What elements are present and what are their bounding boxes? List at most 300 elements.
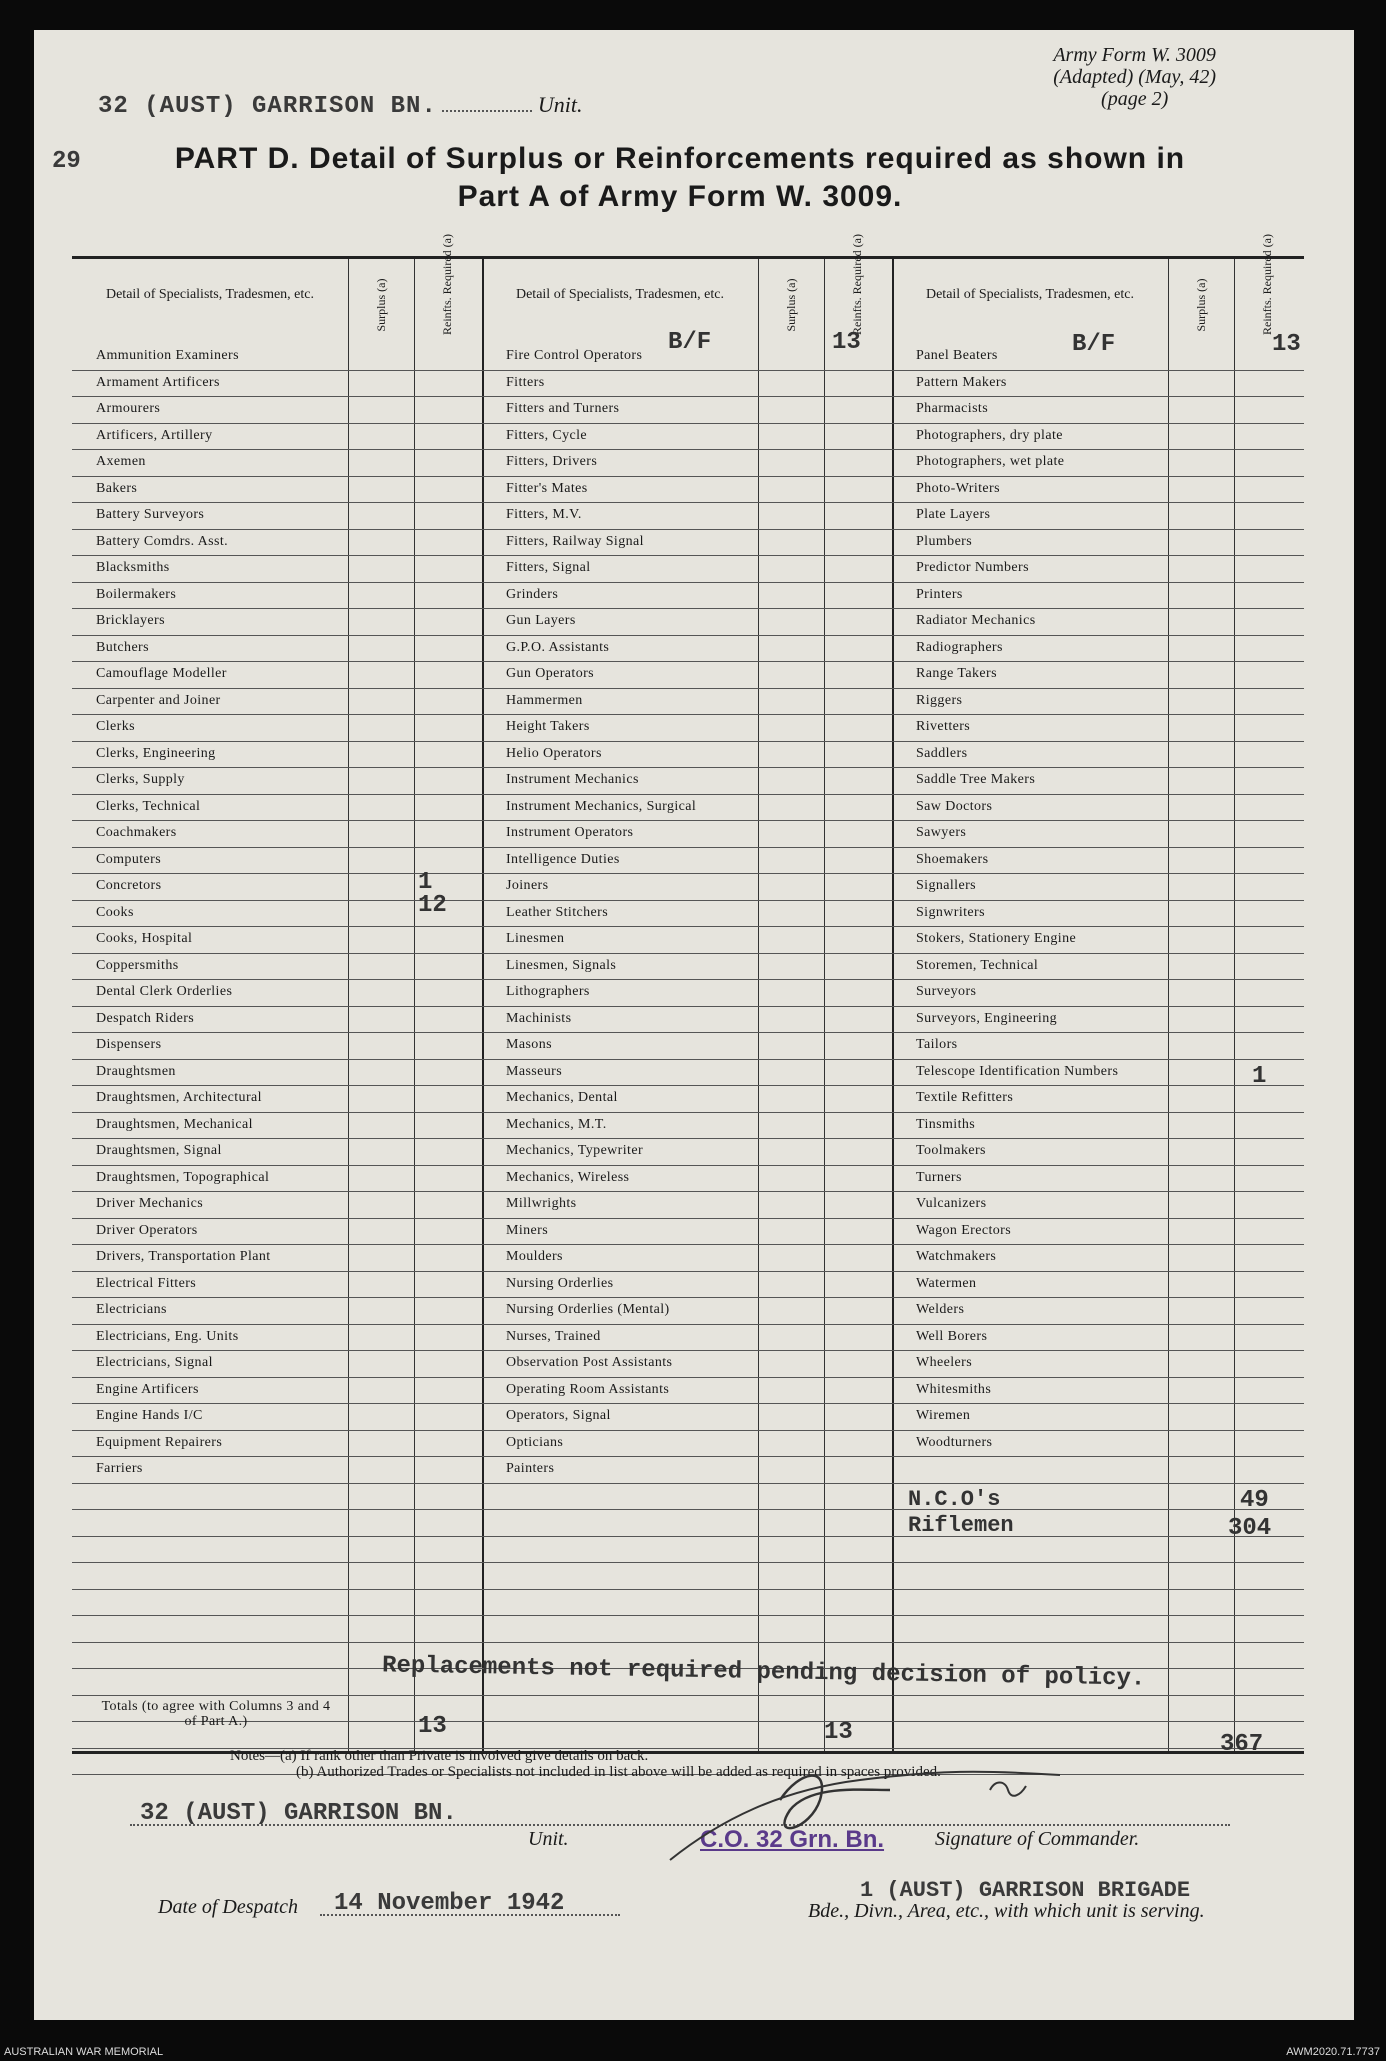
trade-label: Watermen xyxy=(916,1275,977,1291)
row-rule xyxy=(72,767,482,768)
total-value: 13 xyxy=(418,1713,447,1740)
row-rule xyxy=(72,1350,482,1351)
row-rule xyxy=(482,1350,892,1351)
reinforcements-header: Reinfts. Required (a) xyxy=(1260,234,1274,335)
trade-label: Draughtsmen, Signal xyxy=(96,1143,222,1158)
trade-label: Textile Refitters xyxy=(916,1090,1014,1105)
row-rule xyxy=(72,449,482,450)
trade-label: Whitesmiths xyxy=(916,1381,992,1397)
row-rule xyxy=(72,661,482,662)
trade-label: Nursing Orderlies xyxy=(506,1275,614,1291)
row-rule xyxy=(72,529,482,530)
trade-label: Operating Room Assistants xyxy=(506,1381,670,1397)
unit-field-top xyxy=(98,92,582,120)
row-rule xyxy=(892,529,1304,530)
row-rule xyxy=(892,688,1304,689)
archive-id: AWM2020.71.7737 xyxy=(1286,2046,1380,2058)
row-rule xyxy=(482,1165,892,1166)
trade-label: Cooks xyxy=(96,904,134,920)
trade-label: Moulders xyxy=(506,1249,563,1264)
row-rule xyxy=(892,1456,1304,1457)
row-rule xyxy=(482,847,892,848)
row-rule xyxy=(482,1006,892,1007)
row-rule xyxy=(892,608,1304,609)
row-rule xyxy=(72,396,482,397)
row-rule xyxy=(72,1165,482,1166)
row-rule xyxy=(72,1112,482,1113)
row-rule xyxy=(72,926,482,927)
bf-value: 13 xyxy=(832,329,861,356)
surplus-header: Surplus (a) xyxy=(1194,278,1208,332)
row-rule xyxy=(892,423,1304,424)
row-rule xyxy=(482,449,892,450)
row-rule xyxy=(72,582,482,583)
row-rule xyxy=(482,1244,892,1245)
row-rule xyxy=(482,714,892,715)
trade-label: Butchers xyxy=(96,639,149,655)
trade-label: Intelligence Duties xyxy=(506,851,620,867)
trade-label: Bakers xyxy=(96,480,138,496)
row-rule xyxy=(892,1218,1304,1219)
trade-label: Draughtsmen, Architectural xyxy=(96,1090,262,1105)
trade-label: Masons xyxy=(506,1037,552,1052)
trade-label: Clerks, Supply xyxy=(96,772,185,787)
trade-label: Opticians xyxy=(506,1434,564,1450)
part-number: 29 xyxy=(52,148,81,175)
cooks-value: 12 xyxy=(418,891,447,919)
trade-label: Predictor Numbers xyxy=(916,560,1029,575)
column-header: Detail of Specialists, Tradesmen, etc. xyxy=(925,287,1135,302)
row-rule xyxy=(482,582,892,583)
row-rule xyxy=(72,1377,482,1378)
row-rule xyxy=(892,555,1304,556)
trade-label: Photo-Writers xyxy=(916,480,1000,496)
nco-label: N.C.O's xyxy=(908,1486,1001,1512)
trade-label: Artificers, Artillery xyxy=(96,427,213,443)
row-rule xyxy=(72,1562,482,1563)
trade-label: Linesmen xyxy=(506,931,565,946)
trade-label: Sawyers xyxy=(916,825,967,840)
row-rule xyxy=(482,1085,892,1086)
trade-label: Telescope Identification Numbers xyxy=(916,1063,1119,1079)
form-ref-line: Army Form W. 3009 xyxy=(1053,44,1216,66)
row-rule xyxy=(482,1138,892,1139)
row-rule xyxy=(892,1695,1304,1696)
trade-label: Plumbers xyxy=(916,533,973,549)
trade-label: Joiners xyxy=(506,878,549,893)
trade-label: Rivetters xyxy=(916,719,971,734)
row-rule xyxy=(892,1483,1304,1484)
column-header: Detail of Specialists, Tradesmen, etc. xyxy=(105,287,315,302)
row-rule xyxy=(482,1377,892,1378)
unit-value-bottom: 32 (AUST) GARRISON BN. xyxy=(140,1800,457,1827)
trade-label: Gun Operators xyxy=(506,666,595,681)
row-rule xyxy=(482,979,892,980)
trade-label: Miners xyxy=(506,1222,549,1238)
row-rule xyxy=(482,1536,892,1537)
trade-label: Cooks, Hospital xyxy=(96,931,193,946)
row-rule xyxy=(72,608,482,609)
trade-label: Armament Artificers xyxy=(96,374,220,390)
row-rule xyxy=(892,1165,1304,1166)
row-rule xyxy=(72,953,482,954)
trade-label: Clerks, Engineering xyxy=(96,745,216,761)
trade-label: Wagon Erectors xyxy=(916,1222,1012,1238)
row-rule xyxy=(482,1403,892,1404)
row-rule xyxy=(892,449,1304,450)
row-rule xyxy=(72,1324,482,1325)
row-rule xyxy=(72,1695,482,1696)
trade-label: Millwrights xyxy=(506,1196,577,1211)
trade-label: Printers xyxy=(916,586,963,602)
trade-label: Toolmakers xyxy=(916,1143,986,1158)
bf-label: B/F xyxy=(1072,331,1116,358)
row-rule xyxy=(72,794,482,795)
trade-label: Operators, Signal xyxy=(506,1408,611,1423)
row-rule xyxy=(892,1112,1304,1113)
trade-label: Saddlers xyxy=(916,745,968,761)
row-rule xyxy=(482,423,892,424)
trade-label: Equipment Repairers xyxy=(96,1434,223,1450)
trade-label: Electricians, Eng. Units xyxy=(96,1328,239,1344)
row-rule xyxy=(72,1615,482,1616)
row-rule xyxy=(72,714,482,715)
row-rule xyxy=(482,767,892,768)
row-rule xyxy=(72,688,482,689)
row-rule xyxy=(72,1218,482,1219)
trade-label: Gun Layers xyxy=(506,613,576,628)
row-rule xyxy=(892,1006,1304,1007)
note-b: (b) Authorized Trades or Specialists not included in list above will be added as required in spaces provided. xyxy=(296,1764,941,1780)
trade-label: Turners xyxy=(916,1169,962,1185)
trade-label: Electricians xyxy=(96,1302,167,1317)
row-rule xyxy=(892,794,1304,795)
row-rule xyxy=(892,741,1304,742)
trade-label: Draughtsmen, Mechanical xyxy=(96,1116,253,1132)
trade-label: Driver Mechanics xyxy=(96,1196,204,1211)
trade-label: Nurses, Trained xyxy=(506,1328,601,1344)
surplus-header: Surplus (a) xyxy=(374,278,388,332)
row-rule xyxy=(892,900,1304,901)
form-reference xyxy=(1053,44,1216,110)
trade-label: Fitters, M.V. xyxy=(506,507,582,522)
row-rule xyxy=(892,1297,1304,1298)
trade-label: Masseurs xyxy=(506,1063,563,1079)
page-title xyxy=(70,140,1290,216)
trade-label: Surveyors, Engineering xyxy=(916,1010,1057,1026)
row-rule xyxy=(482,688,892,689)
trade-label: Clerks xyxy=(96,719,135,734)
trade-label: Signwriters xyxy=(916,904,985,920)
row-rule xyxy=(482,1695,892,1696)
row-rule xyxy=(482,608,892,609)
trade-label: Draughtsmen, Topographical xyxy=(96,1169,270,1185)
row-rule xyxy=(482,926,892,927)
row-rule xyxy=(892,1271,1304,1272)
row-rule xyxy=(72,476,482,477)
row-rule xyxy=(892,1032,1304,1033)
row-rule xyxy=(892,926,1304,927)
row-rule xyxy=(72,1456,482,1457)
trade-label: Tinsmiths xyxy=(916,1116,976,1132)
row-rule xyxy=(892,1350,1304,1351)
trade-label: Leather Stitchers xyxy=(506,904,609,920)
row-rule xyxy=(482,370,892,371)
row-rule xyxy=(482,1642,892,1643)
archive-credit: AUSTRALIAN WAR MEMORIAL xyxy=(4,2046,164,2058)
row-rule xyxy=(72,1430,482,1431)
trade-label: Vulcanizers xyxy=(916,1196,987,1211)
trade-label: Draughtsmen xyxy=(96,1063,176,1079)
row-rule xyxy=(72,635,482,636)
brigade-value: 1 (AUST) GARRISON BRIGADE xyxy=(860,1878,1191,1903)
row-rule xyxy=(72,1403,482,1404)
trade-label: Woodturners xyxy=(916,1434,993,1450)
trade-label: Watchmakers xyxy=(916,1249,997,1264)
trade-label: Farriers xyxy=(96,1461,143,1476)
trade-label: Riggers xyxy=(916,692,963,708)
row-rule xyxy=(482,1032,892,1033)
totals-label: Totals (to agree with Columns 3 and 4 of Part A.) xyxy=(101,1699,331,1729)
row-rule xyxy=(482,900,892,901)
row-rule xyxy=(892,370,1304,371)
row-rule xyxy=(72,1271,482,1272)
trade-label: Fire Control Operators xyxy=(506,348,643,363)
trade-label: Radiographers xyxy=(916,639,1003,655)
row-rule xyxy=(72,1509,482,1510)
brigade-label: Bde., Divn., Area, etc., with which unit is serving. xyxy=(808,1900,1205,1922)
row-rule xyxy=(892,476,1304,477)
trade-label: Battery Comdrs. Asst. xyxy=(96,533,229,549)
row-rule xyxy=(482,1112,892,1113)
trade-label: Tailors xyxy=(916,1037,958,1052)
row-rule xyxy=(482,1297,892,1298)
row-rule xyxy=(892,1377,1304,1378)
total-value: 367 xyxy=(1220,1731,1264,1758)
trade-label: Mechanics, Dental xyxy=(506,1090,618,1105)
row-rule xyxy=(892,582,1304,583)
row-rule xyxy=(72,1483,482,1484)
trade-label: Fitters, Drivers xyxy=(506,454,598,469)
trade-label: Shoemakers xyxy=(916,851,989,867)
row-rule xyxy=(482,1589,892,1590)
row-rule xyxy=(72,847,482,848)
trade-label: Hammermen xyxy=(506,692,583,708)
trade-label: Panel Beaters xyxy=(916,348,998,363)
bf-label: B/F xyxy=(668,329,712,356)
row-rule xyxy=(482,741,892,742)
trade-label: Fitters, Signal xyxy=(506,560,591,575)
row-rule xyxy=(482,953,892,954)
surplus-header: Surplus (a) xyxy=(784,278,798,332)
row-rule xyxy=(72,1244,482,1245)
row-rule xyxy=(482,661,892,662)
trade-label: Coppersmiths xyxy=(96,957,179,973)
trade-label: Camouflage Modeller xyxy=(96,666,227,681)
form-ref-line: (page 2) xyxy=(1101,88,1169,110)
trade-label: Range Takers xyxy=(916,666,997,681)
trade-label: Blacksmiths xyxy=(96,560,170,575)
row-rule xyxy=(892,820,1304,821)
row-rule xyxy=(72,1536,482,1537)
unit-value: 32 (AUST) GARRISON BN. xyxy=(98,93,437,120)
row-rule xyxy=(892,1430,1304,1431)
row-rule xyxy=(892,635,1304,636)
row-rule xyxy=(892,1324,1304,1325)
trade-label: Instrument Operators xyxy=(506,825,634,840)
row-rule xyxy=(72,1032,482,1033)
row-rule xyxy=(892,1642,1304,1643)
trade-label: Photographers, wet plate xyxy=(916,454,1065,469)
trade-label: Axemen xyxy=(96,454,146,469)
trade-label: Instrument Mechanics xyxy=(506,772,639,787)
trade-label: Instrument Mechanics, Surgical xyxy=(506,798,697,814)
title-line: PART D. Detail of Surplus or Reinforcements required as shown in xyxy=(174,142,1186,175)
trade-label: Fitters xyxy=(506,374,545,390)
trade-label: Dispensers xyxy=(96,1037,162,1052)
row-rule xyxy=(482,873,892,874)
row-rule xyxy=(892,1191,1304,1192)
trade-label: Drivers, Transportation Plant xyxy=(96,1249,271,1264)
row-rule xyxy=(72,1059,482,1060)
row-rule xyxy=(72,370,482,371)
row-rule xyxy=(72,1642,482,1643)
trade-label: Surveyors xyxy=(916,984,977,999)
trade-label: Observation Post Assistants xyxy=(506,1355,673,1370)
form-ref-line: (Adapted) (May, 42) xyxy=(1053,66,1216,88)
unit-label-bottom: Unit. xyxy=(528,1828,569,1850)
row-rule xyxy=(892,502,1304,503)
row-rule xyxy=(892,396,1304,397)
signature-scribble xyxy=(660,1760,1080,1870)
trade-label: Height Takers xyxy=(506,719,590,734)
row-rule xyxy=(482,1430,892,1431)
trade-label: Signallers xyxy=(916,878,976,893)
row-rule xyxy=(482,1509,892,1510)
trade-label: G.P.O. Assistants xyxy=(506,639,610,655)
row-rule xyxy=(482,794,892,795)
trade-label: Grinders xyxy=(506,586,559,602)
row-rule xyxy=(482,502,892,503)
row-rule xyxy=(482,1271,892,1272)
trade-label: Painters xyxy=(506,1461,555,1476)
unit-label: Unit. xyxy=(537,92,583,117)
trade-label: Computers xyxy=(96,851,162,867)
row-rule xyxy=(72,555,482,556)
row-rule xyxy=(482,1483,892,1484)
trade-label: Wheelers xyxy=(916,1355,973,1370)
trade-label: Fitters, Cycle xyxy=(506,427,588,443)
trade-label: Fitters, Railway Signal xyxy=(506,533,644,549)
trade-label: Machinists xyxy=(506,1010,572,1026)
row-rule xyxy=(892,767,1304,768)
row-rule xyxy=(482,396,892,397)
row-rule xyxy=(72,1006,482,1007)
trade-label: Lithographers xyxy=(506,984,590,999)
trade-label: Carpenter and Joiner xyxy=(96,692,221,708)
trade-label: Electrical Fitters xyxy=(96,1275,197,1291)
trade-label: Fitters and Turners xyxy=(506,401,620,416)
row-rule xyxy=(892,847,1304,848)
trade-label: Dental Clerk Orderlies xyxy=(96,984,233,999)
note-a: Notes—(a) If rank other than Private is involved give details on back. xyxy=(230,1748,649,1764)
trade-label: Radiator Mechanics xyxy=(916,613,1036,628)
row-rule xyxy=(482,476,892,477)
row-rule xyxy=(72,820,482,821)
title-line: Part A of Army Form W. 3009. xyxy=(457,180,903,213)
row-rule xyxy=(892,1562,1304,1563)
commander-stamp: C.O. 32 Grn. Bn. xyxy=(700,1826,885,1853)
riflemen-label: Riflemen xyxy=(908,1513,1014,1538)
row-rule xyxy=(892,714,1304,715)
trade-label: Mechanics, Typewriter xyxy=(506,1143,644,1158)
row-rule xyxy=(482,1191,892,1192)
trade-label: Concretors xyxy=(96,878,162,893)
trade-label: Nursing Orderlies (Mental) xyxy=(506,1302,670,1317)
row-rule xyxy=(482,1562,892,1563)
row-rule xyxy=(72,502,482,503)
trade-label: Plate Layers xyxy=(916,507,991,522)
signature-label: Signature of Commander. xyxy=(935,1828,1140,1850)
row-rule xyxy=(72,1589,482,1590)
row-rule xyxy=(892,1403,1304,1404)
trade-label: Mechanics, Wireless xyxy=(506,1169,630,1185)
trade-label: Storemen, Technical xyxy=(916,957,1039,973)
trade-label: Ammunition Examiners xyxy=(96,348,239,363)
trade-label: Pattern Makers xyxy=(916,374,1007,390)
row-rule xyxy=(72,1085,482,1086)
trade-label: Photographers, dry plate xyxy=(916,427,1063,443)
column-header: Detail of Specialists, Tradesmen, etc. xyxy=(515,287,725,302)
row-rule xyxy=(892,1721,1304,1722)
row-rule xyxy=(892,873,1304,874)
row-rule xyxy=(892,1244,1304,1245)
row-rule xyxy=(892,1059,1304,1060)
trade-label: Clerks, Technical xyxy=(96,798,201,814)
trade-label: Pharmacists xyxy=(916,401,989,416)
trade-label: Fitter's Mates xyxy=(506,480,588,496)
trade-label: Boilermakers xyxy=(96,586,177,602)
row-rule xyxy=(892,661,1304,662)
trade-label: Well Borers xyxy=(916,1328,988,1344)
row-rule xyxy=(892,1138,1304,1139)
riflemen-value: 304 xyxy=(1228,1515,1272,1542)
reinforcements-header: Reinfts. Required (a) xyxy=(850,234,864,335)
row-rule xyxy=(72,741,482,742)
trade-label: Welders xyxy=(916,1302,965,1317)
row-rule xyxy=(482,1456,892,1457)
trade-label: Stokers, Stationery Engine xyxy=(916,931,1077,946)
trade-label: Coachmakers xyxy=(96,825,177,840)
reinforcements-header: Reinfts. Required (a) xyxy=(440,234,454,335)
trade-label: Engine Hands I/C xyxy=(96,1408,203,1423)
row-rule xyxy=(72,1191,482,1192)
despatch-date: 14 November 1942 xyxy=(334,1890,565,1917)
trade-label: Despatch Riders xyxy=(96,1010,195,1026)
row-rule xyxy=(72,1297,482,1298)
trade-label: Battery Surveyors xyxy=(96,507,205,522)
row-rule xyxy=(892,979,1304,980)
trade-label: Linesmen, Signals xyxy=(506,957,617,973)
trade-label: Wiremen xyxy=(916,1408,971,1423)
trade-label: Saddle Tree Makers xyxy=(916,772,1036,787)
trade-label: Armourers xyxy=(96,401,161,416)
trade-label: Helio Operators xyxy=(506,745,602,761)
despatch-label: Date of Despatch xyxy=(158,1896,298,1918)
row-rule xyxy=(892,1589,1304,1590)
row-rule xyxy=(482,820,892,821)
row-rule xyxy=(482,529,892,530)
